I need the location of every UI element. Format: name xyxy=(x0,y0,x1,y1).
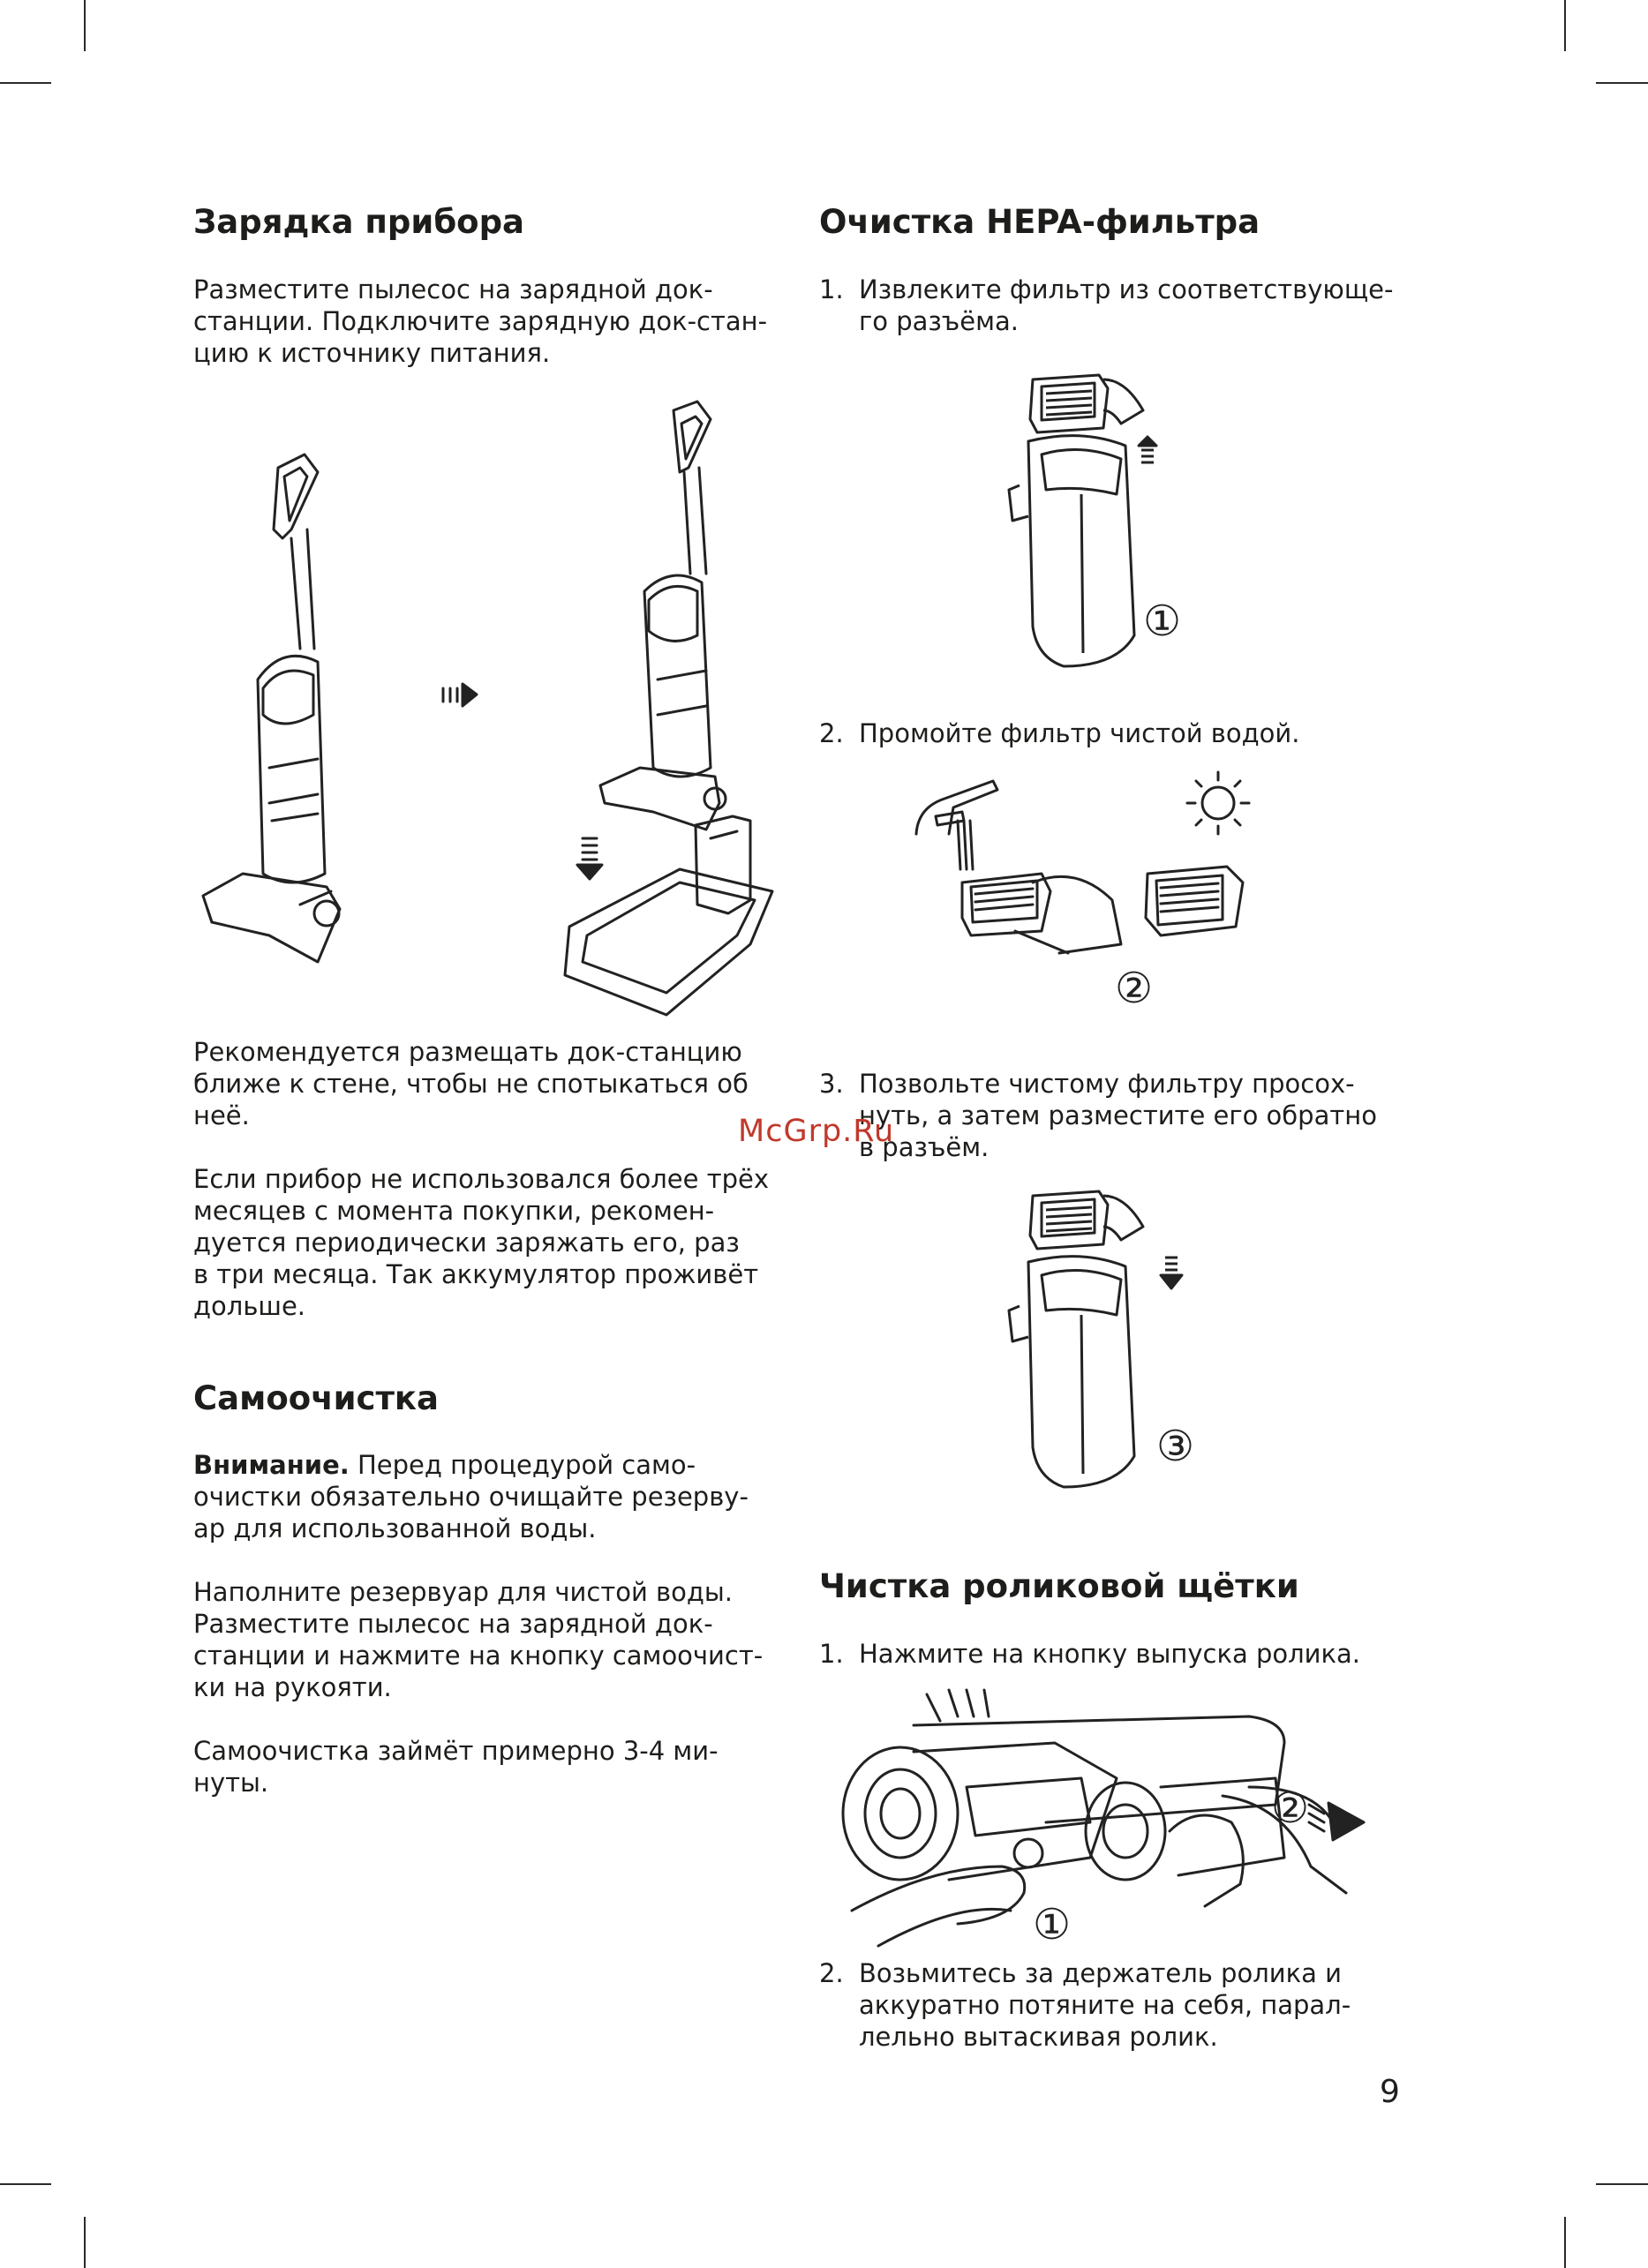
hepa-remove-illustration xyxy=(993,362,1205,680)
watermark: McGrp.Ru xyxy=(738,1114,895,1149)
charging-storage-note: Если прибор не использовался более трёх месяцев с момента покупки, рекомен- дуется периодически заряжать его, раз в три месяца. Так аккумулятор проживёт дольше. xyxy=(193,1164,770,1321)
hepa-wash-illustration xyxy=(909,768,1280,1015)
step-number: 1. xyxy=(819,274,844,304)
step-number: 2. xyxy=(819,718,844,748)
step-number: 3. xyxy=(819,1069,844,1099)
step-badge: ③ xyxy=(1156,1422,1195,1471)
hepa-heading: Очистка HEPA-фильтра xyxy=(819,203,1260,241)
crop-mark xyxy=(84,0,86,51)
crop-mark xyxy=(0,2183,51,2185)
page-number: 9 xyxy=(1380,2074,1400,2110)
crop-mark xyxy=(1596,2183,1648,2185)
selfclean-duration: Самоочистка займёт примерно 3-4 ми- нуты. xyxy=(193,1736,719,1798)
selfclean-heading: Самоочистка xyxy=(193,1379,439,1417)
step-text: Промойте фильтр чистой водой. xyxy=(859,718,1300,748)
crop-mark xyxy=(1564,2217,1566,2268)
step-badge: ② xyxy=(1115,964,1154,1013)
charging-heading: Зарядка прибора xyxy=(193,203,525,241)
charging-illustration xyxy=(185,397,803,1006)
step-text: Возьмитесь за держатель ролика и аккуратно потяните на себя, парал- лельно вытаскивая ролик. xyxy=(859,1958,1351,2052)
roller-step-1 xyxy=(819,1638,1437,1670)
step-text: Позвольте чистому фильтру просох- нуть, а затем разместите его обратно в разъём. xyxy=(859,1069,1377,1162)
crop-mark xyxy=(0,82,51,84)
roller-illustration xyxy=(825,1690,1381,1949)
step-badge: ① xyxy=(1033,1900,1072,1949)
step-number: 2. xyxy=(819,1958,844,1988)
selfclean-fill: Наполните резервуар для чистой воды. Разместите пылесос на зарядной док- станции и нажмите на кнопку самоочист- ки на рукояти. xyxy=(193,1577,764,1702)
hepa-step-1 xyxy=(819,274,1437,337)
hepa-insert-illustration xyxy=(993,1191,1205,1509)
crop-mark xyxy=(1596,82,1648,84)
warning-text: Перед процедурой само- очистки обязательно очищайте резерву- ар для использованной воды. xyxy=(193,1450,749,1543)
hepa-step-2 xyxy=(819,717,1437,749)
step-text: Нажмите на кнопку выпуска ролика. xyxy=(859,1639,1361,1669)
warning-label: Внимание. xyxy=(193,1450,350,1480)
roller-heading: Чистка роликовой щётки xyxy=(819,1567,1299,1605)
charging-wall-note: Рекомендуется размещать док-станцию ближе к стене, чтобы не спотыкаться об неё. xyxy=(193,1037,749,1130)
charging-intro: Разместите пылесос на зарядной док- станции. Подключите зарядную док-стан- цию к источнику питания. xyxy=(193,274,768,368)
step-badge: ② xyxy=(1271,1784,1310,1833)
crop-mark xyxy=(84,2217,86,2268)
roller-step-2 xyxy=(819,1957,1437,2053)
hepa-step-3 xyxy=(819,1068,1437,1163)
step-text: Извлеките фильтр из соответствующе- го разъёма. xyxy=(859,274,1394,336)
step-badge: ① xyxy=(1143,597,1182,646)
crop-mark xyxy=(1564,0,1566,51)
selfclean-warning xyxy=(193,1449,794,1544)
step-number: 1. xyxy=(819,1639,844,1669)
